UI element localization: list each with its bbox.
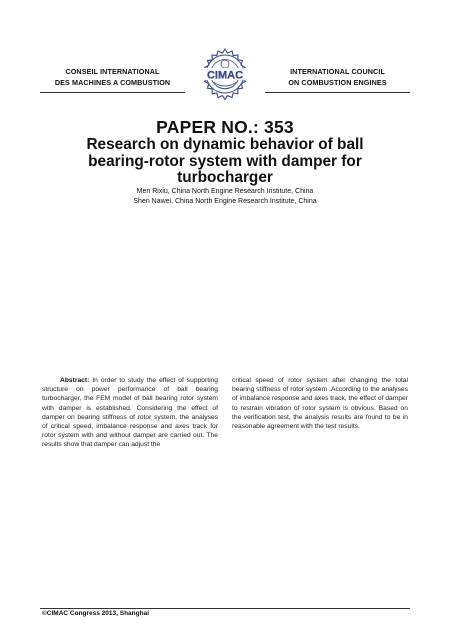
header-right <box>265 66 410 88</box>
header-left-rule <box>40 92 185 93</box>
paper-number: PAPER NO.: 353 <box>156 117 294 137</box>
abstract-label: Abstract: <box>60 377 90 384</box>
header-left-line1: CONSEIL INTERNATIONAL <box>65 67 160 76</box>
abstract-text-right: critical speed of rotor system after changing the total bearing stiffness of rotor system .According to the analyses of imbalance response and axes track, the effect of damper to restrain vibration of rotor system is obvious. Based on the verification test, the analysis results are found to be in reasonable agreement with the test results. <box>232 377 408 431</box>
paper-title <box>60 137 390 187</box>
title-line-3: turbocharger <box>177 169 273 186</box>
footer-text: ©CIMAC Congress 2013, Shanghai <box>42 610 150 617</box>
header-right-line2: ON COMBUSTION ENGINES <box>288 78 387 87</box>
author-2: Shen Nawei, China North Engine Research Institute, China <box>133 198 317 205</box>
header-left <box>40 66 185 88</box>
title-line-1: Research on dynamic behavior of ball <box>86 136 364 153</box>
abstract-column-left <box>42 376 218 450</box>
header-right-rule <box>265 92 410 93</box>
footer-rule <box>40 608 410 609</box>
logo-text: CIMAC <box>206 69 244 82</box>
abstract-column-right <box>232 376 408 431</box>
cimac-logo <box>194 44 256 106</box>
header-left-line2: DES MACHINES A COMBUSTION <box>54 78 171 87</box>
title-line-2: bearing-rotor system with damper for <box>88 152 362 170</box>
authors <box>0 187 450 207</box>
author-1: Men Rixiu, China North Engine Research Institute, China <box>136 188 314 195</box>
header-right-line1: INTERNATIONAL COUNCIL <box>290 67 385 76</box>
abstract-text-left: In order to study the effect of supporting structure on power performance of ball bearing turbocharger, the FEM model of ball bearing rotor system with damper is established. Considering the effect of damper on bearing stiffness of rotor system, the analyses of critical speed, imbalance response and axes track for rotor system with and without damper are carried out. The results show that damper can adjust the <box>42 377 218 449</box>
